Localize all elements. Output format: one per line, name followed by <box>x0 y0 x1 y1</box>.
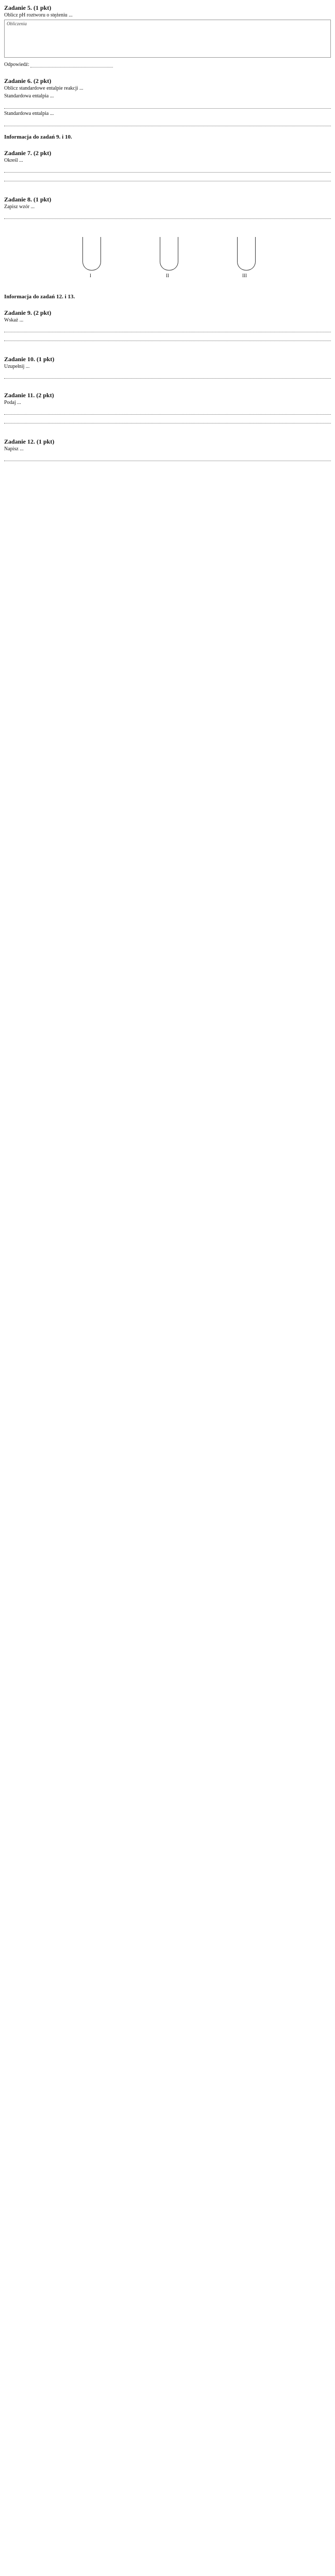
task-6 <box>4 77 331 128</box>
answer-label: Odpowiedź: <box>4 62 29 67</box>
test-tube <box>160 237 178 270</box>
task-5 <box>4 4 331 70</box>
eqn-line: Standardowa entalpia ... <box>4 111 54 116</box>
task-title: Zadanie 6. (2 pkt) <box>4 77 52 84</box>
test-tube <box>82 237 101 270</box>
task-title: Zadanie 12. (1 pkt) <box>4 438 55 445</box>
tube-label: III <box>242 273 247 278</box>
tube-label: II <box>166 273 169 278</box>
task-text: Napisz ... <box>4 446 24 452</box>
task-11 <box>4 392 331 425</box>
calc-label: Obliczenia <box>7 21 27 26</box>
task-9 <box>4 309 331 343</box>
task-title: Zadanie 8. (1 pkt) <box>4 196 52 203</box>
tube-label: I <box>90 273 91 278</box>
task-title: Zadanie 10. (1 pkt) <box>4 355 55 363</box>
eqn-line: Standardowa entalpia ... <box>4 93 54 99</box>
task-text: Określ ... <box>4 158 23 163</box>
test-tubes-diagram <box>62 227 278 283</box>
task-7 <box>4 149 331 183</box>
task-12 <box>4 438 331 463</box>
calculation-box[interactable] <box>4 20 331 58</box>
task-text: Wskaż ... <box>4 317 24 323</box>
task-text: Oblicz standardowe entalpie reakcji ... <box>4 86 83 91</box>
task-text: Oblicz pH roztworu o stężeniu ... <box>4 12 73 18</box>
task-title: Zadanie 9. (2 pkt) <box>4 309 52 316</box>
task-title: Zadanie 7. (2 pkt) <box>4 149 52 157</box>
task-text: Uzupełnij ... <box>4 364 30 369</box>
task-title: Zadanie 11. (2 pkt) <box>4 392 54 399</box>
answer-line <box>4 61 331 67</box>
task-8 <box>4 196 331 221</box>
task-title: Zadanie 5. (1 pkt) <box>4 4 52 11</box>
test-tube <box>237 237 256 270</box>
info-block: Informacja do zadań 9. i 10. <box>4 134 72 140</box>
task-text: Podaj ... <box>4 400 21 405</box>
task-10 <box>4 355 331 380</box>
task-text: Zapisz wzór ... <box>4 204 35 210</box>
info-block: Informacja do zadań 12. i 13. <box>4 294 75 300</box>
